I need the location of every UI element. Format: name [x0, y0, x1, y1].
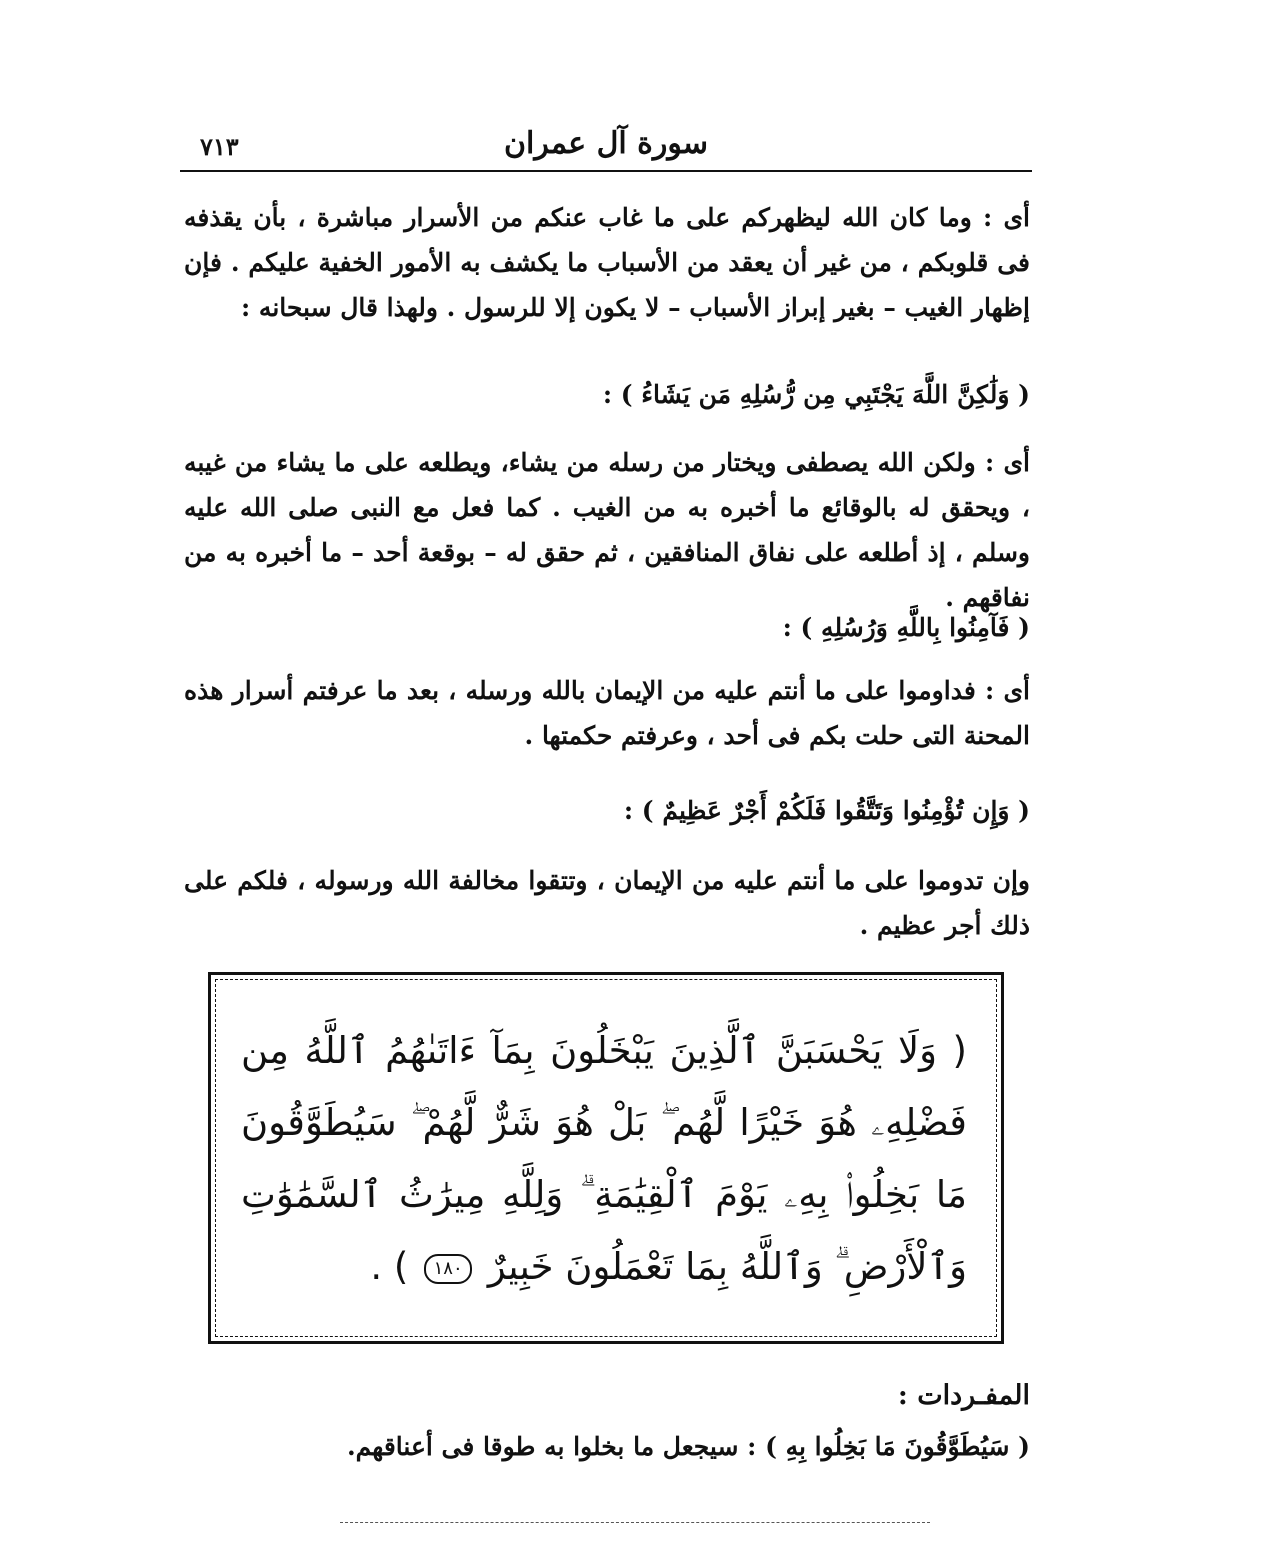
verse-box-text	[241, 1015, 967, 1303]
vocabulary-term: ( سَيُطَوَّقُونَ مَا بَخِلُوا بِهِ )	[765, 1432, 1030, 1461]
commentary-paragraph-1: أى : وما كان الله ليظهركم على ما غاب عنكم من الأسرار مباشرة ، بأن يقذفه فى قلوبكم ، من غير أن يعقد من الأسباب ما يكشف به الأمور الخفية عليكم . فإن إظهار الغيب – بغير إبراز الأسباب – لا يكون إلا للرسول . ولهذا قال سبحانه :	[184, 203, 1030, 322]
ayah-number-marker: ١٨٠	[424, 1254, 472, 1284]
vocabulary-definition: : سيجعل ما بخلوا به طوقا فى أعناقهم.	[346, 1432, 757, 1461]
footer-divider	[340, 1522, 930, 1523]
quoted-verse-2: ( فَآمِنُوا بِاللَّهِ وَرُسُلِهِ ) :	[782, 613, 1030, 642]
vocabulary-title: المفـردات :	[897, 1380, 1030, 1411]
quoted-verse-3: ( وَإِن تُؤْمِنُوا وَتَتَّقُوا فَلَكُمْ أَجْرٌ عَظِيمٌ ) :	[623, 796, 1030, 825]
surah-title: سورة آل عمران	[503, 126, 709, 161]
page-header	[180, 126, 1032, 172]
page-number: ٧١٣	[200, 132, 239, 161]
commentary-paragraph-2: أى : ولكن الله يصطفى ويختار من رسله من يشاء، ويطلعه على ما يشاء من غيبه ، ويحقق له بالوقائع ما أخبره به من الغيب . كما فعل مع النبى صلى الله عليه وسلم ، إذ أطلعه على نفاق المنافقين ، ثم حقق له – بوقعة أحد – ما أخبره به من نفاقهم .	[184, 448, 1030, 612]
commentary-paragraph-4: وإن تدوموا على ما أنتم عليه من الإيمان ، وتتقوا مخالفة الله ورسوله ، فلكم على ذلك أجر عظيم .	[184, 866, 1030, 940]
commentary-paragraph-3: أى : فداوموا على ما أنتم عليه من الإيمان بالله ورسله ، بعد ما عرفتم أسرار هذه المحنة التى حلت بكم فى أحد ، وعرفتم حكمتها .	[184, 676, 1030, 750]
verse-box	[208, 972, 1004, 1344]
vocabulary-entry	[230, 1432, 1030, 1461]
quoted-verse-1: ( وَلَٰكِنَّ اللَّهَ يَجْتَبِي مِن رُّسُلِهِ مَن يَشَاءُ ) :	[602, 380, 1030, 409]
verse-box-closing: ) .	[370, 1245, 409, 1288]
verse-box-ayah: ( وَلَا يَحْسَبَنَّ ٱلَّذِينَ يَبْخَلُونَ بِمَآ ءَاتَىٰهُمُ ٱللَّهُ مِن فَضْلِهِۦ هُوَ خَيْرًا لَّهُم ۖ بَلْ هُوَ شَرٌّ لَّهُمْ ۖ سَيُطَوَّقُونَ مَا بَخِلُوا۟ بِهِۦ يَوْمَ ٱلْقِيَٰمَةِ ۗ وَلِلَّهِ مِيرَٰثُ ٱلسَّمَٰوَٰتِ وَٱلْأَرْضِ ۗ وَٱللَّهُ بِمَا تَعْمَلُونَ خَبِيرٌ	[241, 1029, 967, 1288]
